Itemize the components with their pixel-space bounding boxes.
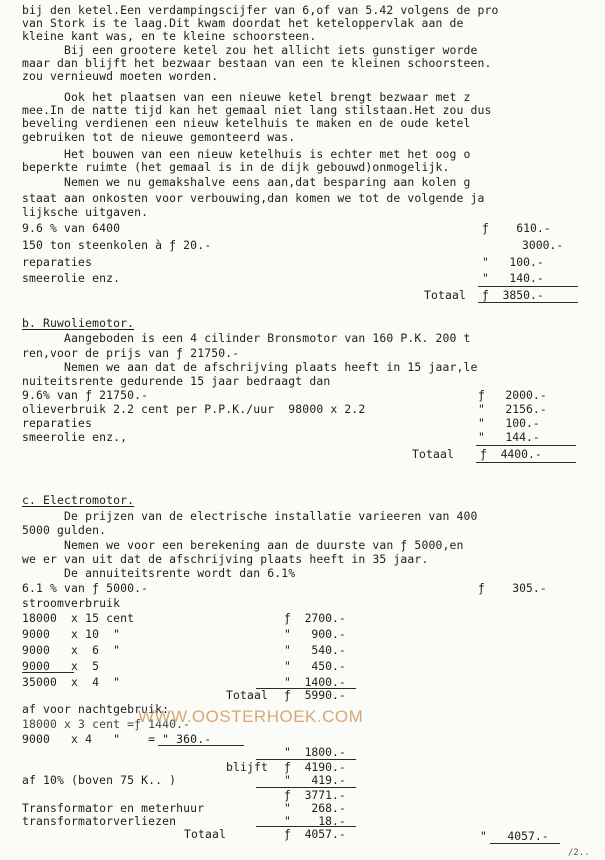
total-label: Totaal <box>184 827 227 841</box>
cost-label: Transformator en meterhuur <box>22 801 205 815</box>
cost-amount: " 540.- <box>284 643 346 657</box>
cost-label: 35000 x 4 " <box>22 675 121 689</box>
text-line: mee.In de natte tijd kan het gemaal niet lang stilstaan.Het zou dus <box>22 103 492 117</box>
sum-rule <box>476 445 576 446</box>
total-amount: ƒ 4057.- <box>284 827 346 841</box>
text-line: van Stork is te laag.Dit kwam doordat het keteloppervlak aan de <box>22 16 464 30</box>
cost-amount: 3000.- <box>522 238 564 252</box>
text-line: bij den ketel.Een verdampingscijfer van 6,of van 5.42 volgens de pro <box>22 3 499 17</box>
cost-amount: " 1400.- <box>284 675 346 689</box>
text-line: maar dan blijft het bezwaar bestaan van een te kleinen schoorsteen. <box>22 56 492 70</box>
total-rule <box>490 843 560 844</box>
cost-amount: ƒ 305.- <box>478 581 547 595</box>
cost-amount: " 100.- <box>482 255 544 269</box>
text-line: De annuiteitsrente wordt dan 6.1% <box>22 566 296 580</box>
section-heading: c. Electromotor. <box>22 493 135 507</box>
cost-amount: " 140.- <box>482 271 544 285</box>
text-line: ren,voor de prijs van ƒ 21750.- <box>22 346 240 360</box>
total-amount: ƒ 5990.- <box>284 688 346 702</box>
cost-label: stroomverbruik <box>22 596 121 610</box>
cost-amount: " 450.- <box>284 659 346 673</box>
total-amount: ƒ 3850.- <box>482 288 544 302</box>
cost-label: 6.1 % van ƒ 5000.- <box>22 581 149 595</box>
cost-label: 9.6 % van 6400 <box>22 221 121 235</box>
sum-rule <box>22 672 74 673</box>
watermark: WWW.OOSTERHOEK.COM <box>138 707 364 726</box>
cost-amount: " 900.- <box>284 627 346 641</box>
cost-label: olieverbruik 2.2 cent per P.P.K./uur 98000 x 2.2 <box>22 402 366 416</box>
section-heading: b. Ruwoliemotor. <box>22 316 135 330</box>
text-line: Het bouwen van een nieuw ketelhuis is echter met het oog o <box>22 147 471 161</box>
text-line: we er van uit dat de afschrijving plaats heeft in 35 jaar. <box>22 552 429 566</box>
cost-amount: " 1800.- <box>284 745 346 759</box>
total-amount: ƒ 4400.- <box>480 447 542 461</box>
cost-amount: ƒ 610.- <box>482 221 551 235</box>
text-line: beveling verdienen een nieuw ketelhuis te maken en de oude ketel <box>22 116 471 130</box>
cost-label: 9000 x 4 " = " 360.- <box>22 732 212 746</box>
total-label: Totaal <box>424 288 467 302</box>
sum-rule <box>158 745 244 746</box>
cost-amount: " 2156.- <box>478 402 547 416</box>
page-continuation-mark: /2.. <box>568 848 590 858</box>
cost-amount: ƒ 4190.- <box>284 760 346 774</box>
cost-amount: ƒ 2700.- <box>284 611 346 625</box>
cost-label: reparaties <box>22 255 93 269</box>
total-rule <box>476 462 576 463</box>
text-line: Aangeboden is een 4 cilinder Bronsmotor van 160 P.K. 200 t <box>22 331 471 345</box>
text-line: Nemen we aan dat de afschrijving plaats heeft in 15 jaar,le <box>22 360 478 374</box>
total-label: Totaal <box>412 447 455 461</box>
cost-label: 9000 x 6 " <box>22 643 121 657</box>
text-line: nuiteitsrente gedurende 15 jaar bedraagt dan <box>22 374 331 388</box>
text-line: kleine kant was, en te kleine schoorsteen. <box>22 29 317 43</box>
cost-label: 18000 x 3 cent =ƒ 1440.- <box>22 717 191 731</box>
cost-label: 9.6% van ƒ 21750.- <box>22 388 149 402</box>
text-line: zou vernieuwd moeten worden. <box>22 69 219 83</box>
text-line: gebruiken tot de nieuwe gemonteerd was. <box>22 130 296 144</box>
cost-label: af 10% (boven 75 K.. ) <box>22 773 177 787</box>
cost-amount: " 18.- <box>284 814 346 828</box>
text-line: Nemen we nu gemakshalve eens aan,dat besparing aan kolen g <box>22 175 471 189</box>
text-line: lijksche uitgaven. <box>22 205 149 219</box>
cost-label: blijft <box>226 760 269 774</box>
cost-amount: " 144.- <box>478 430 540 444</box>
total-label: Totaal <box>226 688 269 702</box>
cost-label: af voor nachtgebruik: <box>22 702 170 716</box>
text-line: staat aan onkosten voor verbouwing,dan komen we tot de volgende ja <box>22 191 485 205</box>
text-line: Ook het plaatsen van een nieuwe ketel brengt bezwaar met z <box>22 90 471 104</box>
cost-amount: " 268.- <box>284 801 346 815</box>
text-line: De prijzen van de electrische installatie varieeren van 400 <box>22 509 478 523</box>
text-line: 5000 gulden. <box>22 523 107 537</box>
sum-rule <box>478 286 578 287</box>
text-line: Bij een grootere ketel zou het allicht iets gunstiger worde <box>22 43 478 57</box>
total-amount: " 4057.- <box>480 829 549 843</box>
text-line: Nemen we voor een berekening aan de duurste van ƒ 5000,en <box>22 538 464 552</box>
cost-label: 150 ton steenkolen à ƒ 20.- <box>22 238 212 252</box>
cost-amount: " 419.- <box>284 773 346 787</box>
cost-label: transformatorverliezen <box>22 814 177 828</box>
cost-label: 9000 x 10 " <box>22 627 121 641</box>
cost-amount: ƒ 3771.- <box>284 788 346 802</box>
cost-label: smeerolie enz., <box>22 430 128 444</box>
cost-amount: ƒ 2000.- <box>478 388 547 402</box>
cost-amount: " 100.- <box>478 416 540 430</box>
total-rule <box>478 302 578 303</box>
cost-label: 9000 x 5 <box>22 659 100 673</box>
text-line: beperkte ruimte (het gemaal is in de dijk gebouwd)onmogelijk. <box>22 160 450 174</box>
cost-label: reparaties <box>22 416 93 430</box>
cost-label: 18000 x 15 cent <box>22 611 135 625</box>
cost-label: smeerolie enz. <box>22 271 121 285</box>
